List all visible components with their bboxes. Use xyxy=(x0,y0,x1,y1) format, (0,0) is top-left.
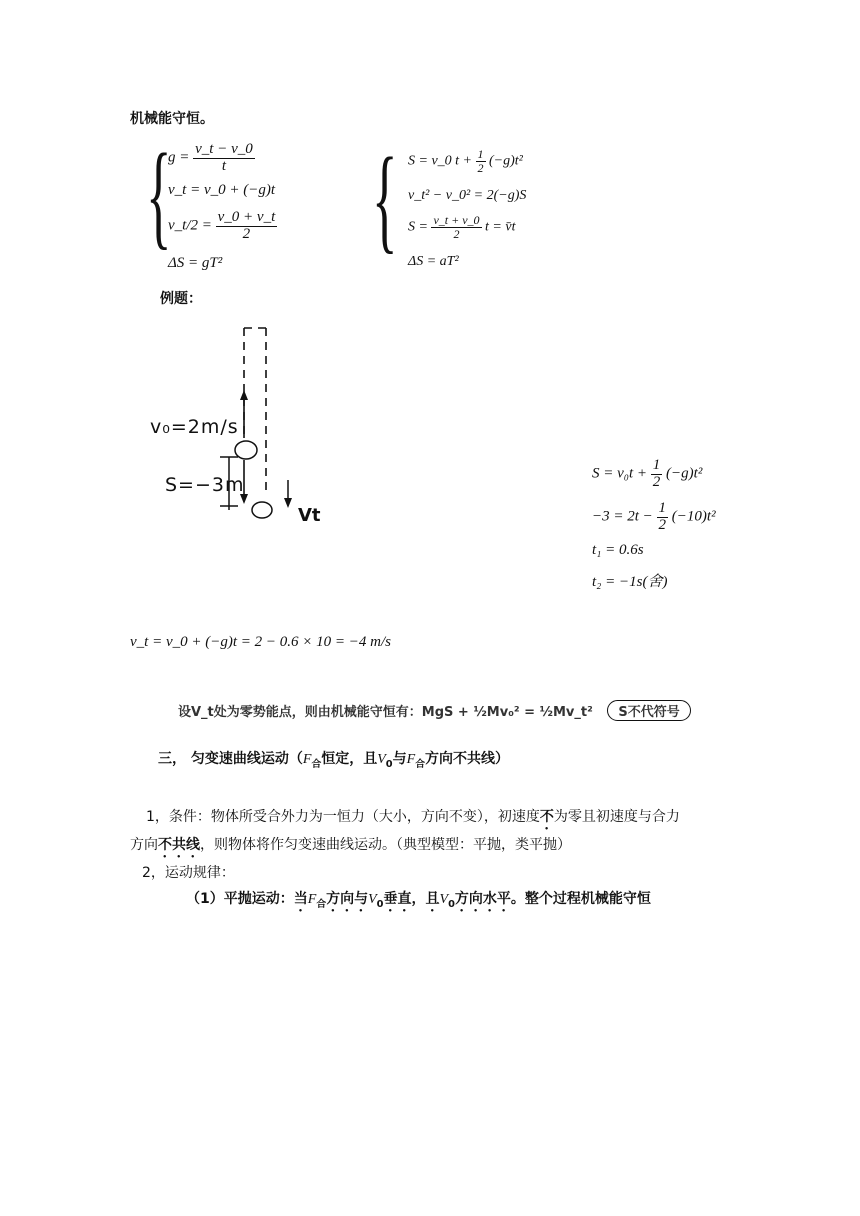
formula-ds: ΔS = gT² xyxy=(168,255,223,271)
formula-s1: S = v_0 t + $\frac{1}{2}$ (−g)t² xyxy=(408,147,523,175)
ball-end xyxy=(252,502,272,518)
example-label: 例题： xyxy=(160,291,202,307)
formula-g: g = $\frac{v\_t - v\_0}{t}$ xyxy=(168,141,253,174)
dashed-trajectory xyxy=(244,328,266,492)
energy-line: 设V_t处为零势能点，则由机械能守恒有：MgS + ½Mv₀² = ½Mv_t² S不代符号 xyxy=(178,700,691,721)
energy-oval-note: S不代符号 xyxy=(607,700,690,721)
ball-start xyxy=(235,441,257,459)
solution-line2: −3 = 2t − $\frac{1}{2}$ (−10)t² xyxy=(592,500,716,533)
formula-s4: ΔS = aT² xyxy=(408,254,459,269)
solution-line4: t₂ = −1s(舍) xyxy=(592,574,668,590)
vt-label: Vt xyxy=(298,505,321,526)
formula-vt: v_t = v_0 + (−g)t xyxy=(168,182,276,198)
formula-vhalf: v_t/2 = $\frac{v\_0 + v\_t}{2}$ xyxy=(168,209,276,242)
v0-arrow-head xyxy=(240,390,248,400)
vt-equation: v_t = v_0 + (−g)t = 2 − 0.6 × 10 = −4 m/s xyxy=(130,634,391,650)
left-formula-group xyxy=(146,129,286,271)
formula-s2: v_t² − v_0² = 2(−g)S xyxy=(408,188,527,203)
left-brace: { xyxy=(146,129,172,260)
s-label: S=−3m xyxy=(165,474,245,496)
v0-label: v₀=2m/s xyxy=(150,416,239,438)
section3-heading: 三， 匀变速曲线运动（$F_合$恒定，且$V_0$与$F_合$方向不共线） xyxy=(158,751,509,770)
condition-line2: 方向不共线，则物体将作匀变速曲线运动。（典型模型：平抛，类平抛） xyxy=(130,837,571,853)
formula-s3: S = $\frac{v\_t + v\_0}{2}$ t = v̄t xyxy=(408,213,516,241)
pingpao-line: （1）平抛运动：当$F_合$方向与$V_0$垂直，且$V_0$方向水平。整个过程机械能守恒 xyxy=(186,891,651,910)
right-brace: { xyxy=(372,133,398,264)
heading-top: 机械能守恒。 xyxy=(130,111,214,127)
vt-arrow-head xyxy=(284,498,292,508)
condition-line1: 1，条件：物体所受合外力为一恒力（大小，方向不变），初速度不为零且初速度与合力 xyxy=(146,809,680,825)
right-formula-group xyxy=(372,133,542,273)
solution-line3: t₁ = 0.6s xyxy=(592,542,644,558)
rule-label: 2，运动规律： xyxy=(142,865,235,881)
solution-line1: S = v₀t + $\frac{1}{2}$ (−g)t² xyxy=(592,457,703,490)
